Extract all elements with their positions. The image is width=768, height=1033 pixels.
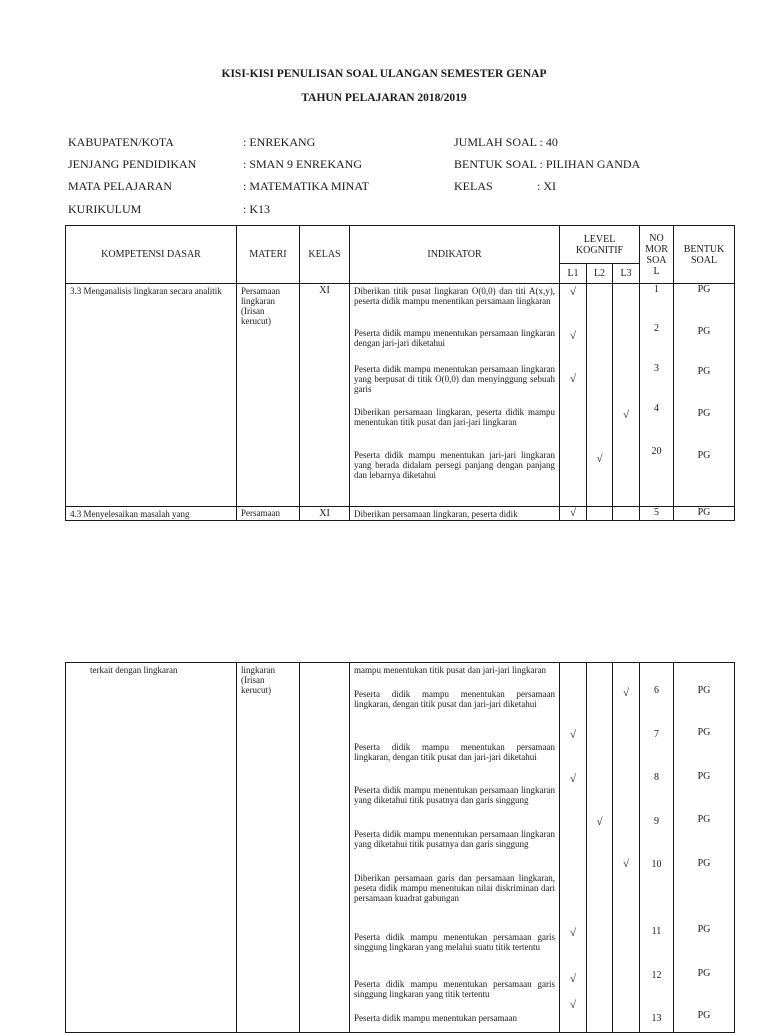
check-mark: √ — [622, 858, 630, 870]
kd-cell: 3.3 Menganalisis lingkaran secara analitik — [66, 284, 237, 507]
indikator-text: Peserta didik mampu menentukan persamaan lingkaran dengan jari-jari diketahui — [354, 328, 555, 348]
jumlah-soal: JUMLAH SOAL : 40 — [454, 135, 558, 149]
materi-cell: Persamaan — [237, 507, 300, 521]
bentuk-soal: PG — [697, 968, 711, 979]
nomor-soal: 8 — [654, 772, 659, 783]
header-kelas: KELAS — [300, 226, 350, 284]
level1-cell — [560, 663, 587, 1033]
nomor-soal: 6 — [654, 685, 659, 696]
materi-cell: Persamaan lingkaran (Irisan kerucut) — [237, 284, 300, 507]
bentuk-soal: PG — [697, 924, 711, 935]
indikator-cell — [350, 663, 560, 1033]
header-nomor-soal — [640, 226, 674, 284]
kelas-label: KELAS — [454, 179, 493, 193]
kabupaten-label: KABUPATEN/KOTA — [68, 135, 174, 149]
nomor-cell: 5 — [640, 507, 674, 521]
nomor-soal: 13 — [651, 1013, 662, 1024]
check-mark: √ — [569, 729, 577, 741]
bentuk-soal: PG — [697, 727, 711, 738]
indikator-text: mampu menentukan titik pusat dan jari-jari lingkaran — [354, 665, 546, 675]
kelas-cell: XI — [300, 507, 350, 521]
indikator-text: Diberikan persamaan lingkaran, peserta didik mampu menentukan titik pusat dan jari-jari lingkaran — [354, 407, 555, 427]
kelas-cell — [300, 663, 350, 1033]
header-bentuk-line1: BENTUK — [683, 243, 725, 255]
indikator-text: Peserta didik mampu menentukan persamaan lingkaran, dengan titik pusat dan jari-jari diketahui — [354, 689, 555, 709]
level2-cell — [587, 284, 613, 507]
nomor-cell — [640, 663, 674, 1033]
indikator-text: Peserta didik mampu menentukan persamaan lingkaran yang diketahui titik pusatnya dan garis singgung — [354, 785, 555, 805]
header-indikator: INDIKATOR — [350, 226, 560, 284]
level2-cell — [587, 507, 613, 521]
level1-check: √ — [560, 507, 587, 521]
indikator-text: Peserta didik mampu menentukan persamaan garis singgung lingkaran yang melalui suatu titik tertentu — [354, 932, 555, 952]
check-mark: √ — [596, 816, 603, 828]
indikator-text: Diberikan titik pusat lingkaran O(0,0) dan titi A(x,y), peserta didik mampu menentikan persamaan lingkaran — [354, 286, 555, 306]
mapel-label: MATA PELAJARAN — [68, 179, 173, 193]
bentuk-soal: PG — [697, 366, 711, 377]
header-l2: L2 — [587, 264, 613, 284]
header-level-line2: KOGNITIF — [575, 244, 624, 256]
bentuk-soal: PG — [697, 685, 711, 696]
nomor-soal: 10 — [651, 859, 662, 870]
header-nomor-line2: MOR — [645, 243, 668, 255]
level2-cell — [587, 663, 613, 1033]
indikator-text: Peserta didik mampu menentukan persamaan lingkaran yang diketahui titik pusatnya dan garis singgung — [354, 829, 555, 849]
bentuk-soal: PG — [697, 284, 711, 295]
level3-cell — [613, 284, 640, 507]
nomor-soal: 4 — [654, 403, 660, 414]
level1-cell — [560, 284, 587, 507]
bentuk-soal: PG — [697, 1010, 711, 1021]
kd-cell: terkait dengan lingkaran — [66, 663, 237, 1033]
nomor-soal: 12 — [651, 970, 662, 981]
nomor-soal: 11 — [651, 926, 662, 937]
nomor-soal: 3 — [654, 363, 660, 374]
header-materi: MATERI — [237, 226, 300, 284]
indikator-text: Diberikan persamaan garis dan persamaan lingkaran, peseta didik mampu menentukan nilai diskriminan dari persamaan kuadrat gabungan — [354, 873, 555, 903]
nomor-soal: 1 — [654, 284, 660, 295]
indikator-text: Peserta didik mampu menentukan jari-jari lingkaran yang berada didalam persegi panjang dengan panjang dan lebarnya diketahui — [354, 450, 555, 480]
bentuk-cell — [674, 284, 735, 507]
nomor-soal: 2 — [654, 323, 660, 334]
materi-cell: lingkaran (Irisan kerucut) — [237, 663, 300, 1033]
table-row — [66, 663, 735, 1033]
check-mark: √ — [569, 286, 577, 298]
bentuk-soal: PG — [697, 814, 711, 825]
check-mark: √ — [569, 373, 577, 385]
kurikulum-value: : K13 — [243, 202, 270, 216]
kelas-cell: XI — [300, 284, 350, 507]
check-mark: √ — [622, 409, 630, 421]
bentuk-soal: PG — [697, 858, 711, 869]
header-nomor-line1: NO — [649, 232, 664, 244]
table-row — [66, 507, 735, 521]
level3-cell — [613, 663, 640, 1033]
check-mark: √ — [596, 453, 603, 465]
nomor-soal: 7 — [654, 729, 659, 740]
nomor-cell — [640, 284, 674, 507]
bentuk-soal: PG — [697, 450, 711, 461]
kisi-kisi-table-page1 — [65, 225, 735, 521]
document-subtitle: TAHUN PELAJARAN 2018/2019 — [301, 92, 467, 104]
bentuk-soal: PG — [697, 408, 711, 419]
indikator-text: Peserta didik mampu menentukan persamaan — [354, 1013, 517, 1023]
indikator-cell — [350, 284, 560, 507]
nomor-soal: 20 — [651, 446, 662, 457]
indikator-text: Peserta didik mampu menentukan persamaan garis singgung lingkaran yang titik tertentu — [354, 979, 555, 999]
header-nomor-line3: SOA — [646, 254, 667, 266]
kd-cell: 4.3 Menyelesaikan masalah yang — [66, 507, 237, 521]
bentuk-cell — [674, 663, 735, 1033]
bentuk-cell: PG — [674, 507, 735, 521]
header-l1: L1 — [560, 264, 587, 284]
kisi-kisi-table-page2 — [65, 662, 735, 1033]
mapel-value: : MATEMATIKA MINAT — [243, 179, 369, 193]
header-bentuk-line2: SOAL — [690, 254, 718, 266]
header-kompetensi-dasar: KOMPETENSI DASAR — [66, 226, 237, 284]
header-nomor-line4: L — [653, 265, 660, 277]
check-mark: √ — [622, 687, 630, 699]
indikator-cell: Diberikan persamaan lingkaran, peserta didik — [350, 507, 560, 521]
header-l3: L3 — [613, 264, 640, 284]
check-mark: √ — [569, 773, 577, 785]
kurikulum-label: KURIKULUM — [68, 202, 142, 216]
check-mark: √ — [569, 330, 577, 342]
indikator-text: Peserta didik mampu menentukan persamaan lingkaran, dengan titik pusat dan jari-jari diketahui — [354, 742, 555, 762]
header-level-line1: LEVEL — [583, 233, 616, 245]
table-row — [66, 284, 735, 507]
kelas-value: : XI — [537, 179, 556, 193]
jenjang-value: : SMAN 9 ENREKANG — [243, 157, 363, 171]
bentuk-soal: PG — [697, 326, 711, 337]
bentuk-soal: PG — [697, 771, 711, 782]
check-mark: √ — [569, 927, 577, 939]
level3-cell — [613, 507, 640, 521]
document-title: KISI-KISI PENULISAN SOAL ULANGAN SEMESTER GENAP — [221, 68, 547, 80]
nomor-soal: 9 — [654, 816, 659, 827]
indikator-text: Peserta didik mampu menentukan persamaan lingkaran yang berpusat di titik O(0,0) dan menyinggung sebuah garis — [354, 364, 555, 394]
jenjang-label: JENJANG PENDIDIKAN — [68, 157, 197, 171]
check-mark: √ — [569, 973, 577, 985]
bentuk-soal: BENTUK SOAL : PILIHAN GANDA — [454, 157, 641, 171]
header-level-kognitif — [560, 226, 640, 264]
check-mark: √ — [569, 999, 577, 1011]
kabupaten-value: : ENREKANG — [243, 135, 316, 149]
header-bentuk-soal — [674, 226, 735, 284]
